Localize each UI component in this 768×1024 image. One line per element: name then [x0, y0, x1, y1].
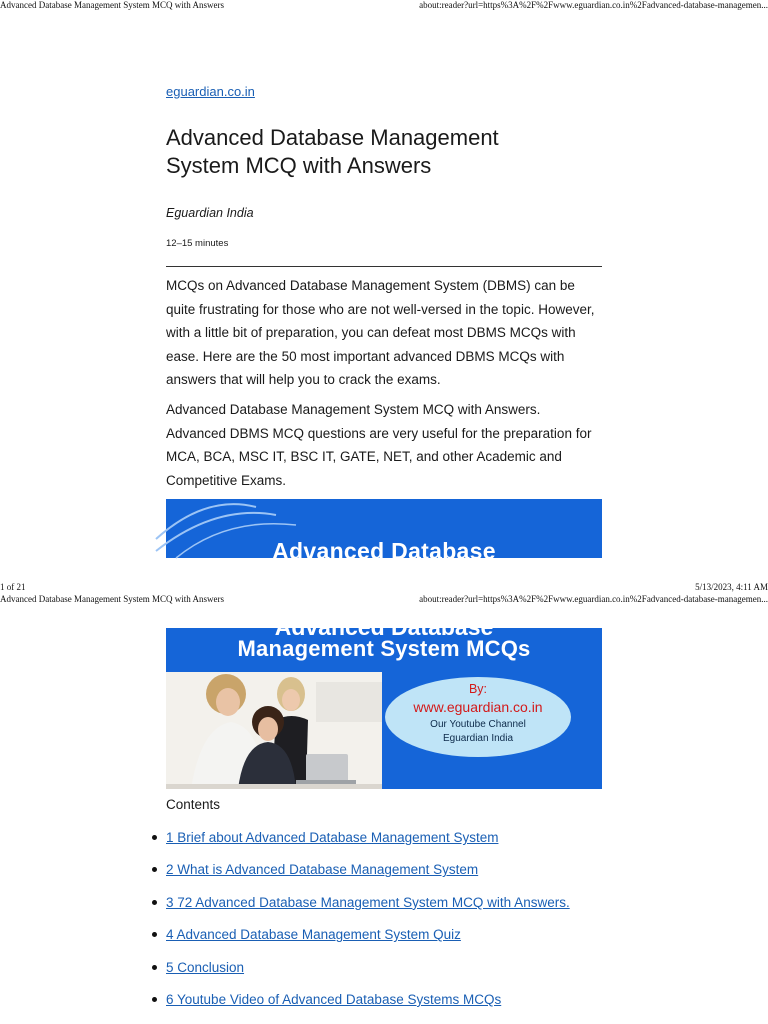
toc-item: [146, 988, 646, 1020]
toc-item: [146, 923, 646, 955]
banner-image-top: [166, 499, 602, 564]
site-link[interactable]: eguardian.co.in: [166, 84, 255, 99]
toc-link[interactable]: 3 72 Advanced Database Management System MCQ with Answers.: [166, 894, 570, 910]
print-header-url: about:reader?url=https%3A%2F%2Fwww.eguardian.co.in%2Fadvanced-database-managemen...: [419, 0, 768, 10]
banner-channel-name: Eguardian India: [442, 733, 514, 744]
banner-youtube-line: Our Youtube Channel: [430, 719, 526, 730]
toc-item: [146, 858, 646, 890]
toc-link[interactable]: 5 Conclusion: [166, 959, 245, 975]
table-of-contents: [146, 826, 646, 1020]
banner-title-bottom: Management System MCQs: [237, 636, 531, 661]
office-photo: [166, 672, 382, 789]
banner-by: By:: [468, 682, 488, 696]
bullet-icon: [152, 835, 157, 840]
channel-oval: [385, 677, 571, 757]
print-header-url-page2: about:reader?url=https%3A%2F%2Fwww.eguardian.co.in%2Fadvanced-database-managemen...: [419, 594, 768, 604]
bullet-icon: [152, 932, 157, 937]
intro-paragraph: MCQs on Advanced Database Management System (DBMS) can be quite frustrating for those who are not well-versed in the topic. However, with a little bit of preparation, you can defeat most DBMS MCQs with ease. Here are the 50 most important advanced DBMS MCQs with answers that will help you to crack the exams.: [166, 278, 595, 387]
article-author: Eguardian India: [166, 206, 254, 220]
page-number: 1 of 21: [0, 582, 26, 592]
print-header-title: Advanced Database Management System MCQ with Answers: [0, 0, 224, 10]
toc-link[interactable]: 6 Youtube Video of Advanced Database Systems MCQs: [166, 991, 502, 1007]
reading-time: 12–15 minutes: [166, 238, 229, 249]
print-header-title-page2: Advanced Database Management System MCQ with Answers: [0, 594, 224, 604]
toc-link[interactable]: 1 Brief about Advanced Database Management System: [166, 830, 499, 845]
divider: [166, 266, 602, 267]
banner-title-clipped: Advanced Database: [274, 614, 494, 640]
article-title-line1: Advanced Database Management: [166, 125, 499, 150]
bullet-icon: [152, 900, 157, 905]
second-paragraph: Advanced Database Management System MCQ with Answers. Advanced DBMS MCQ questions are very useful for the preparation for MCA, BCA, MSC IT, BSC IT, GATE, NET, and other Academic and Competitive Exams.: [166, 402, 592, 488]
banner-title-top: Advanced Database: [272, 538, 496, 564]
print-timestamp: 5/13/2023, 4:11 AM: [695, 582, 768, 592]
article-title-line2: System MCQ with Answers: [166, 153, 432, 178]
bullet-icon: [152, 867, 157, 872]
toc-link[interactable]: 4 Advanced Database Management System Quiz: [166, 927, 461, 943]
article-title: [166, 124, 602, 180]
toc-item: [146, 956, 646, 988]
toc-link[interactable]: 2 What is Advanced Database Management System: [166, 862, 479, 878]
contents-heading: Contents: [166, 797, 221, 812]
bullet-icon: [152, 997, 157, 1002]
toc-item: [146, 891, 646, 923]
bullet-icon: [152, 965, 157, 970]
toc-item: [146, 826, 646, 858]
banner-image-bottom: [166, 614, 602, 789]
banner-website: www.eguardian.co.in: [413, 699, 543, 715]
